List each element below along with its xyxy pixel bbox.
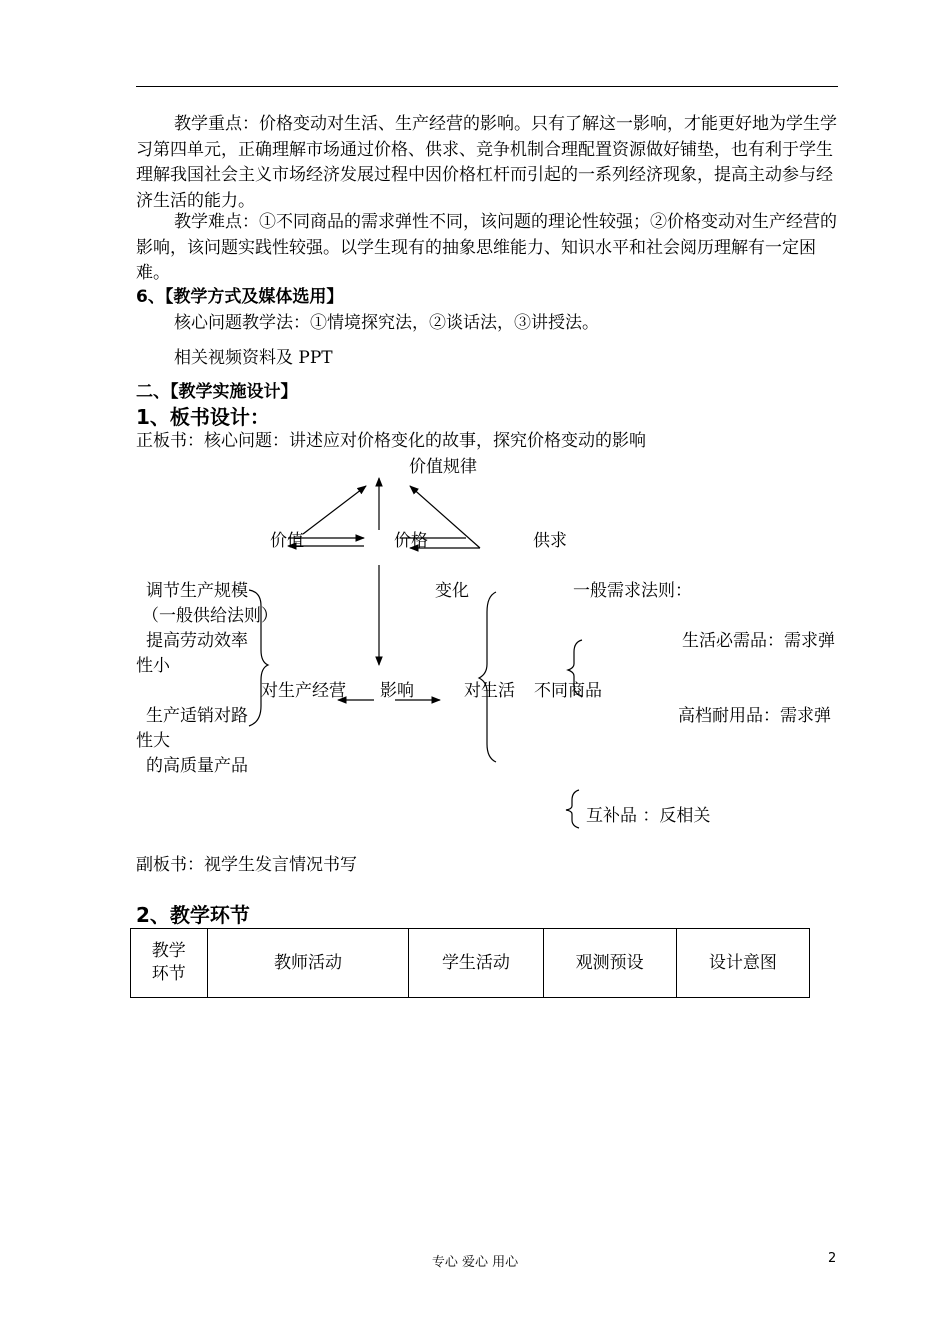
value-label: 价值 (270, 531, 304, 551)
durables-label: 高档耐用品：需求弹 (678, 706, 831, 726)
teaching-steps-table (130, 928, 810, 998)
teaching-focus-paragraph: 教学重点：价格变动对生活、生产经营的影响。只有了解这一影响，才能更好地为学生学习第四单元，正确理解市场通过价格、供求、竞争机制合理配置资源做好铺垫，也有利于学生理解我国社会主义市场经济发展过程中因价格杠杆而引起的一系列经济现象，提高主动参与经济生活的能力。 (136, 114, 837, 211)
table-header-intent: 设计意图 (676, 929, 809, 998)
teaching-difficulty-paragraph: 教学难点：①不同商品的需求弹性不同，该问题的理论性较强；②价格变动对生产经营的影响，该问题实践性较强。以学生现有的抽象思维能力、知识水平和社会阅历理解有一定困难。 (136, 212, 837, 283)
page-number: 2 (828, 1251, 837, 1266)
table-header-teacher: 教师活动 (207, 929, 409, 998)
value-law-label: 价值规律 (409, 457, 477, 477)
general-supply-law-label: （一般供给法则） (142, 606, 278, 626)
quality-products-label: 的高质量产品 (146, 756, 248, 776)
necessities-label: 生活必需品：需求弹 (682, 631, 835, 651)
complements-label: 互补品 ：反相关 (586, 806, 711, 826)
main-board-text: 正板书：核心问题：讲述应对价格变化的故事，探究价格变动的影响 (136, 431, 646, 451)
adjust-scale-label: 调节生产规模 (146, 581, 248, 601)
goods-brace (568, 640, 582, 696)
on-life-label: 对生活 (464, 681, 515, 701)
big-elasticity-label: 性大 (136, 731, 170, 751)
media-text: 相关视频资料及 PPT (174, 348, 333, 368)
general-demand-law-label: 一般需求法则： (573, 581, 692, 601)
footer-motto: 专心 爱心 用心 (431, 1255, 519, 1270)
improve-efficiency-label: 提高劳动效率 (146, 631, 248, 651)
value-to-law-arrow (303, 486, 366, 534)
supply-to-law-arrow (410, 486, 480, 548)
table-header-steps: 教学 环节 (131, 929, 208, 998)
different-goods-label: 不同商品 (534, 681, 602, 701)
teaching-method-text: 核心问题教学法：①情境探究法，②谈话法，③讲授法。 (174, 313, 599, 333)
sub-board-text: 副板书：视学生发言情况书写 (136, 855, 357, 875)
small-elasticity-label: 性小 (136, 656, 170, 676)
table-header-observe: 观测预设 (543, 929, 676, 998)
supply-demand-label: 供求 (533, 531, 567, 551)
section-6-heading: 6、【教学方式及媒体选用】 (136, 287, 344, 307)
influence-label: 影响 (380, 681, 414, 701)
life-brace (479, 592, 496, 762)
section-two-heading: 二、【教学实施设计】 (136, 382, 298, 402)
board-design-heading: 1、板书设计： (136, 405, 270, 429)
production-brace (249, 590, 268, 726)
price-label: 价格 (394, 531, 428, 551)
complements-brace (566, 790, 579, 828)
produce-marketable-label: 生产适销对路 (146, 706, 248, 726)
change-label: 变化 (435, 581, 469, 601)
table-header-student: 学生活动 (409, 929, 543, 998)
on-production-label: 对生产经营 (261, 681, 346, 701)
table-row (131, 929, 810, 998)
teaching-steps-heading: 2、教学环节 (136, 903, 250, 927)
